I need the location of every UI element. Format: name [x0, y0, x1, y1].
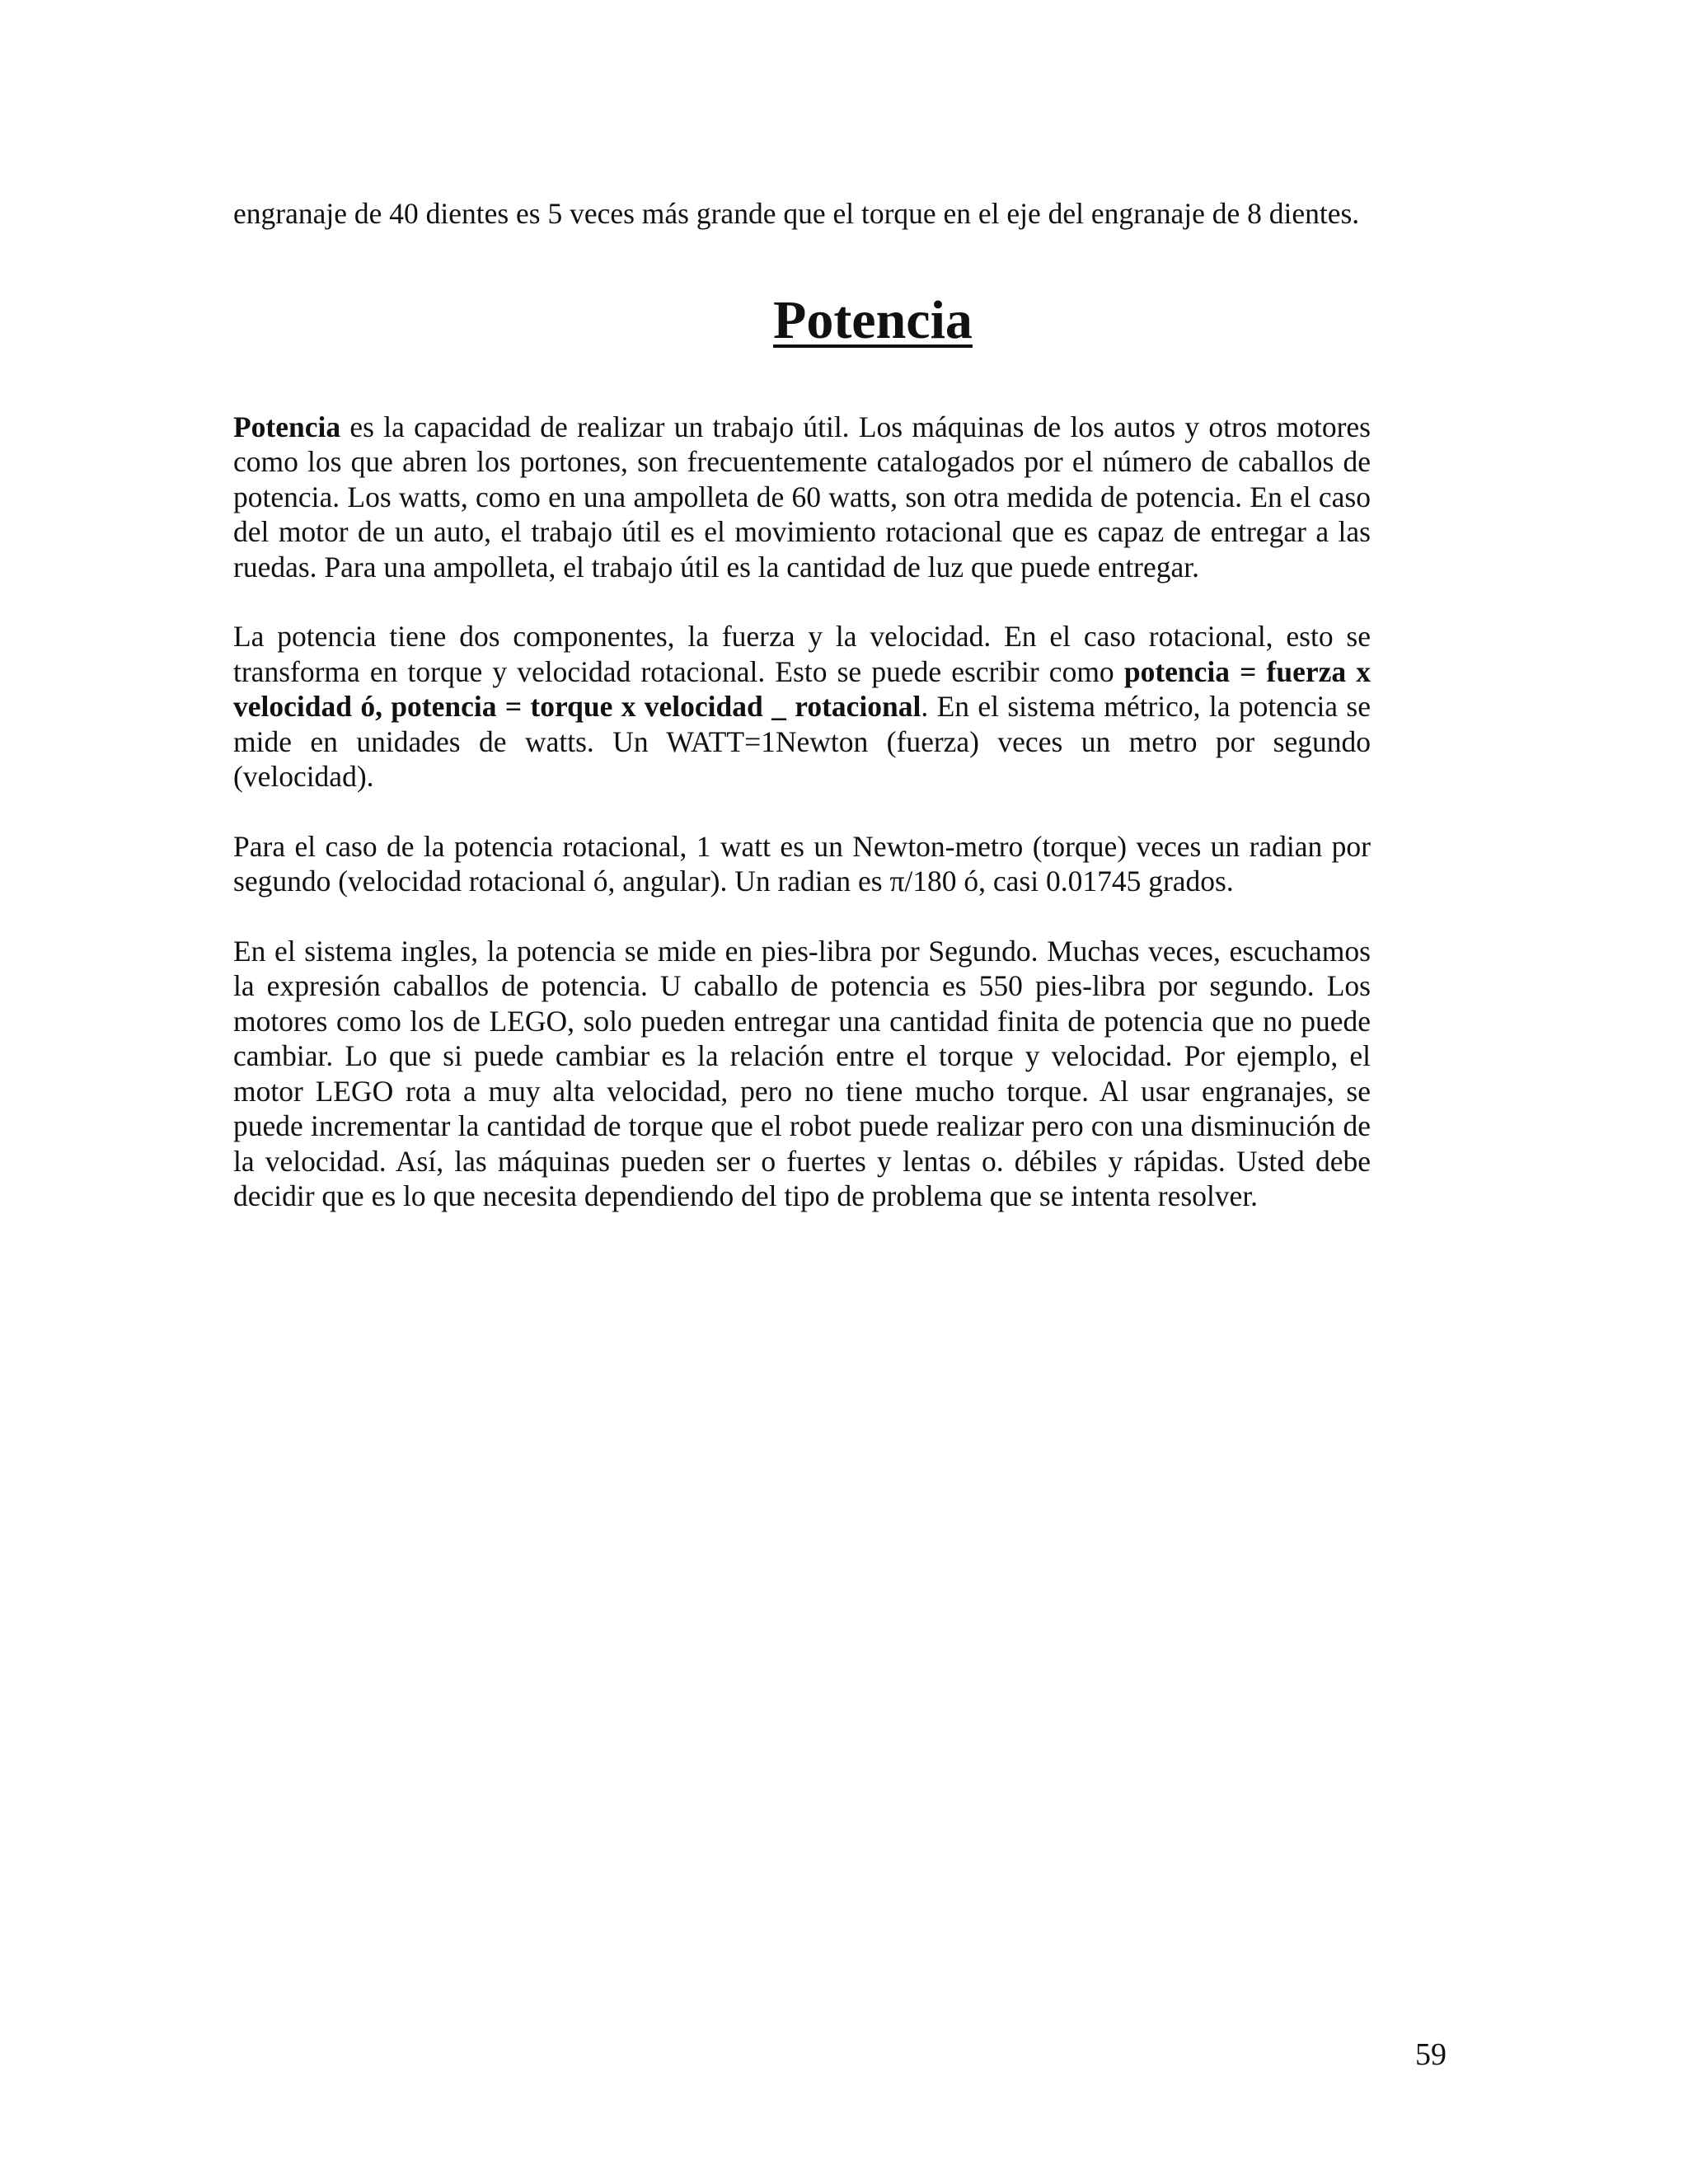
- section-title: Potencia: [773, 289, 973, 350]
- power-formula: potencia = fuerza x velocidad ó, potencia = torque x velocidad _ rotacional: [233, 654, 1371, 723]
- paragraph-components: [233, 619, 1371, 794]
- definition-term: Potencia: [233, 410, 341, 443]
- document-body: [233, 196, 1371, 1214]
- definition-text: es la capacidad de realizar un trabajo útil. Los máquinas de los autos y otros motores como los que abren los portones, son frecuentemente catalogados por el número de caballos de potencia. Los watts, como en una ampolleta de 60 watts, son otra medida de potencia. En el caso del motor de un auto, el trabajo útil es el movimiento rotacional que es capaz de entregar a las ruedas. Para una ampolleta, el trabajo útil es la cantidad de luz que puede entregar.: [233, 410, 1371, 583]
- continuation-paragraph: engranaje de 40 dientes es 5 veces más grande que el torque en el eje del engranaje de 8 dientes.: [233, 197, 1360, 230]
- components-text-after: . En el sistema métrico, la potencia se mide en unidades de watts. Un WATT=1Newton (fuerza) veces un metro por segundo (velocidad).: [233, 690, 1371, 793]
- components-text-before: La potencia tiene dos componentes, la fuerza y la velocidad. En el caso rotacional, esto se transforma en torque y velocidad rotacional. Esto se puede escribir como: [233, 620, 1371, 688]
- paragraph-english-system: En el sistema ingles, la potencia se mide en pies-libra por Segundo. Muchas veces, escuchamos la expresión caballos de potencia. U caballo de potencia es 550 pies-libra por segundo. Los motores como los de LEGO, solo pueden entregar una cantidad finita de potencia que no puede cambiar. Lo que si puede cambiar es la relación entre el torque y velocidad. Por ejemplo, el motor LEGO rota a muy alta velocidad, pero no tiene mucho torque. Al usar engranajes, se puede incrementar la cantidad de torque que el robot puede realizar pero con una disminución de la velocidad. Así, las máquinas pueden ser o fuertes y lentas o. débiles y rápidas. Usted debe decidir que es lo que necesita dependiendo del tipo de problema que se intenta resolver.: [233, 934, 1371, 1212]
- paragraph-rotational: Para el caso de la potencia rotacional, 1 watt es un Newton-metro (torque) veces un radian por segundo (velocidad rotacional ó, angular). Un radian es π/180 ó, casi 0.01745 grados.: [233, 829, 1371, 898]
- page-number: 59: [1415, 2037, 1447, 2072]
- paragraph-definition: [233, 410, 1371, 585]
